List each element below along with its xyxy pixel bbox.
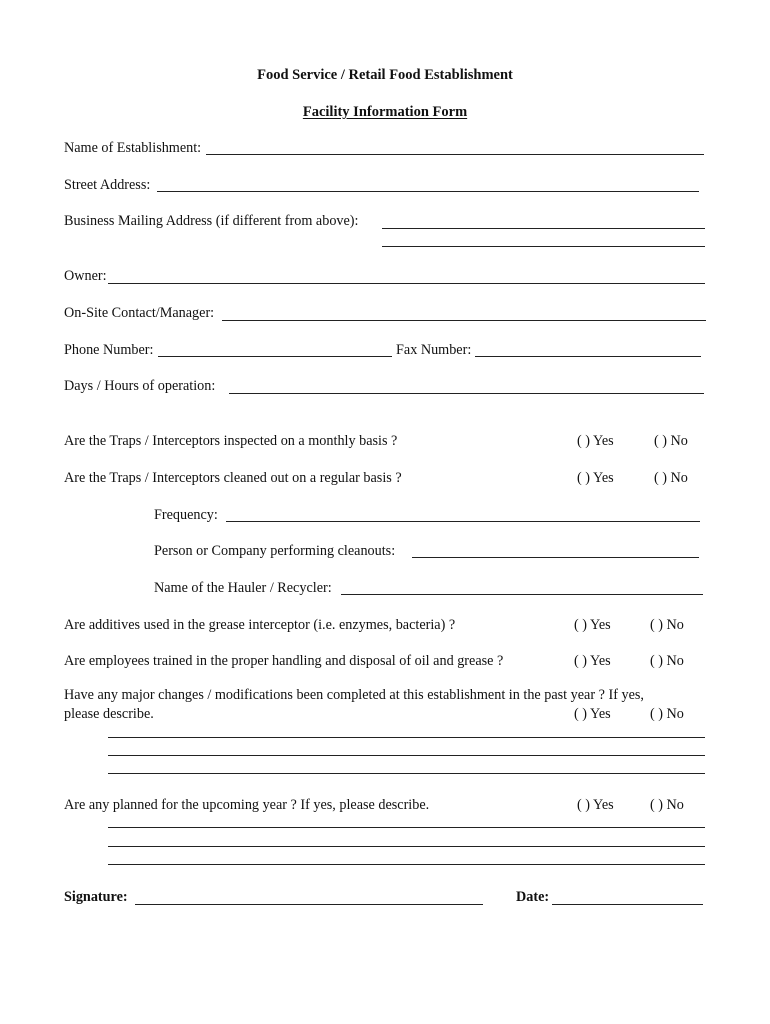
hauler-recycler-field[interactable] — [341, 579, 703, 595]
q1-yes-option[interactable]: ( ) Yes — [577, 433, 614, 449]
q1-no-option[interactable]: ( ) No — [654, 433, 688, 449]
phone-number-label: Phone Number: — [64, 342, 154, 358]
cleanout-company-label: Person or Company performing cleanouts: — [154, 543, 396, 559]
q5-yes-option[interactable]: ( ) Yes — [574, 706, 611, 722]
q4-no-option[interactable]: ( ) No — [650, 653, 684, 669]
hauler-recycler-label: Name of the Hauler / Recycler: — [154, 580, 332, 596]
question-major-changes-describe: please describe. — [64, 706, 154, 722]
cleanout-company-field[interactable] — [412, 542, 699, 558]
mailing-address-field-1[interactable] — [382, 213, 705, 229]
q4-yes-option[interactable]: ( ) Yes — [574, 653, 611, 669]
signature-field[interactable] — [135, 889, 483, 905]
q6-no-option[interactable]: ( ) No — [650, 797, 684, 813]
q5-no-option[interactable]: ( ) No — [650, 706, 684, 722]
mailing-address-field-2[interactable] — [382, 231, 705, 247]
planned-changes-line-2[interactable] — [108, 831, 705, 847]
fax-number-label: Fax Number: — [396, 342, 472, 358]
question-major-changes: Have any major changes / modifications been completed at this establishment in the past year ? If yes, — [64, 687, 644, 703]
form-subtitle: Facility Information Form — [302, 104, 468, 120]
street-address-label: Street Address: — [64, 177, 151, 193]
q6-yes-option[interactable]: ( ) Yes — [577, 797, 614, 813]
major-changes-line-2[interactable] — [108, 740, 705, 756]
planned-changes-line-1[interactable] — [108, 812, 705, 828]
owner-field[interactable] — [108, 268, 705, 284]
date-field[interactable] — [552, 889, 703, 905]
q2-no-option[interactable]: ( ) No — [654, 470, 688, 486]
question-planned-changes: Are any planned for the upcoming year ? If yes, please describe. — [64, 797, 430, 813]
q2-yes-option[interactable]: ( ) Yes — [577, 470, 614, 486]
question-traps-cleaned: Are the Traps / Interceptors cleaned out on a regular basis ? — [64, 470, 402, 486]
fax-number-field[interactable] — [475, 341, 701, 357]
date-label: Date: — [516, 889, 550, 905]
name-of-establishment-label: Name of Establishment: — [64, 140, 202, 156]
major-changes-line-1[interactable] — [108, 722, 705, 738]
name-of-establishment-field[interactable] — [206, 139, 704, 155]
major-changes-line-3[interactable] — [108, 758, 705, 774]
onsite-contact-field[interactable] — [222, 305, 706, 321]
q3-yes-option[interactable]: ( ) Yes — [574, 617, 611, 633]
frequency-label: Frequency: — [154, 507, 218, 523]
signature-label: Signature: — [64, 889, 128, 905]
hours-of-operation-field[interactable] — [229, 378, 704, 394]
question-additives: Are additives used in the grease interceptor (i.e. enzymes, bacteria) ? — [64, 617, 456, 633]
form-title: Food Service / Retail Food Establishment — [257, 67, 513, 83]
onsite-contact-label: On-Site Contact/Manager: — [64, 305, 215, 321]
phone-number-field[interactable] — [158, 341, 392, 357]
street-address-field[interactable] — [157, 176, 699, 192]
hours-of-operation-label: Days / Hours of operation: — [64, 378, 216, 394]
question-employees-trained: Are employees trained in the proper handling and disposal of oil and grease ? — [64, 653, 504, 669]
planned-changes-line-3[interactable] — [108, 849, 705, 865]
mailing-address-label: Business Mailing Address (if different from above): — [64, 213, 359, 229]
q3-no-option[interactable]: ( ) No — [650, 617, 684, 633]
question-traps-inspected: Are the Traps / Interceptors inspected on a monthly basis ? — [64, 433, 398, 449]
owner-label: Owner: — [64, 268, 107, 284]
frequency-field[interactable] — [226, 506, 700, 522]
